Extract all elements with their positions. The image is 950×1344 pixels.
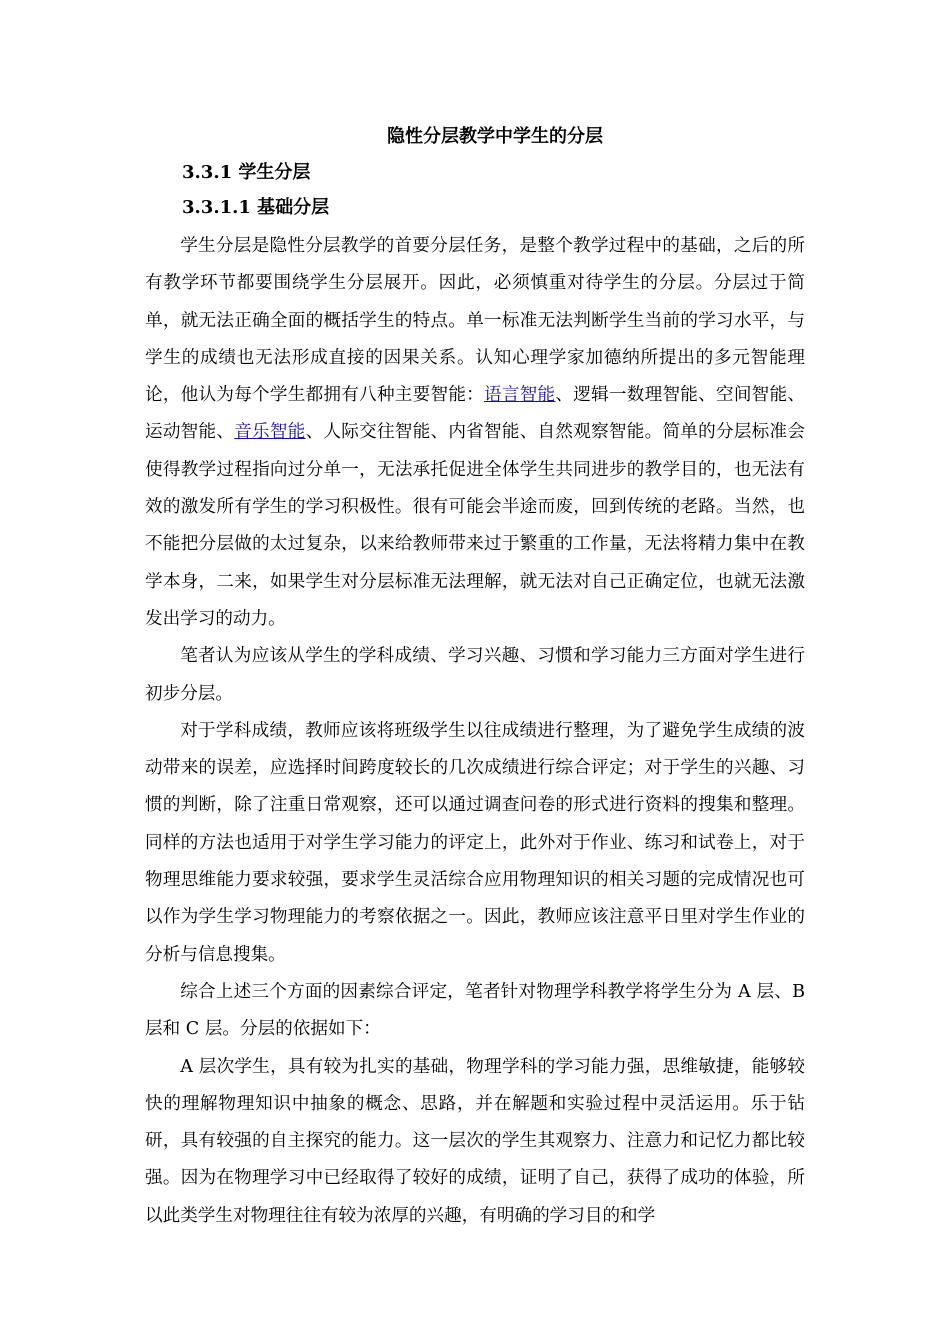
paragraph: 对于学科成绩，教师应该将班级学生以往成绩进行整理，为了避免学生成绩的波动带来的误差，应选择时间跨度较长的几次成绩进行综合评定；对于学生的兴趣、习惯的判断，除了注重日常观察，还可以通过调查问卷的形式进行资料的搜集和整理。同样的方法也适用于对学生学习能力的评定上，此外对于作业、练习和试卷上，对于物理思维能力要求较强，要求学生灵活综合应用物理知识的相关习题的完成情况也可以作为学生学习物理能力的考察依据之一。因此，教师应该注意平日里对学生作业的分析与信息搜集。 [145,720,805,965]
section-heading: 3.3.1 学生分层 [182,162,311,183]
link-musical-intelligence[interactable]: 音乐智能 [234,422,306,443]
paragraph-text: 、逻辑一数理智能、空间智能、运动智能、 [145,385,805,443]
paragraph: 笔者认为应该从学生的学科成绩、学习兴趣、习惯和学习能力三方面对学生进行初步分层。 [145,646,805,704]
paragraph-text: 、人际交往智能、内省智能、自然观察智能。简单的分层标准会使得教学过程指向过分单一，无法承托促进全体学生共同进步的教学目的，也无法有效的激发所有学生的学习积极性。很有可能会半途而废，回到传统的老路。当然，也不能把分层做的太过复杂，以来给教师带来过于繁重的工作量，无法将精力集中在教学本身，二来，如果学生对分层标准无法理解，就无法对自己正确定位，也就无法激发出学习的动力。 [145,422,805,629]
document-title: 隐性分层教学中学生的分层 [387,126,603,147]
paragraph-text: 学生分层是隐性分层教学的首要分层任务，是整个教学过程中的基础，之后的所有教学环节都要围绕学生分层展开。因此，必须慎重对待学生的分层。分层过于简单，就无法正确全面的概括学生的特点。单一标准无法判断学生当前的学习水平，与学生的成绩也无法形成直接的因果关系。认知心理学家加德纳所提出的多元智能理论，他认为每个学生都拥有八种主要智能： [145,236,805,406]
link-linguistic-intelligence[interactable]: 语言智能 [484,385,556,406]
paragraph [145,228,805,638]
paragraph: 综合上述三个方面的因素综合评定，笔者针对物理学科教学将学生分为 A 层、B 层和 C 层。分层的依据如下： [145,981,805,1040]
subsection-heading: 3.3.1.1 基础分层 [182,197,330,218]
document-body [145,228,805,1235]
paragraph: A 层次学生，具有较为扎实的基础，物理学科的学习能力强，思维敏捷，能够较快的理解物理知识中抽象的概念、思路，并在解题和实验过程中灵活运用。乐于钻研，具有较强的自主探究的能力。这一层次的学生其观察力、注意力和记忆力都比较强。因为在物理学习中已经取得了较好的成绩，证明了自己，获得了成功的体验，所以此类学生对物理往往有较为浓厚的兴趣，有明确的学习目的和学 [145,1056,805,1226]
